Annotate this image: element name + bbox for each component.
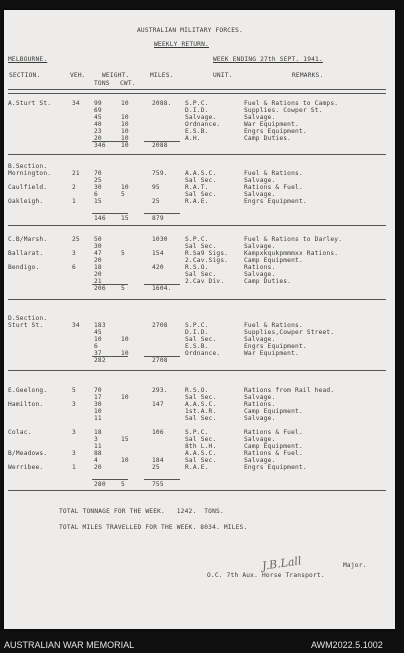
- cell-unit: Sal Sec.: [185, 271, 217, 278]
- cell-tons: 18: [94, 264, 102, 271]
- cell-unit: S.P.C.: [185, 322, 209, 329]
- cell-unit: Salvage.: [185, 114, 217, 121]
- cell-cwt: 5: [121, 285, 125, 292]
- cell-remarks: Camp Duties.: [244, 135, 292, 142]
- cell-unit: Sal Sec.: [185, 394, 217, 401]
- cell-tons: 70: [94, 387, 102, 394]
- cell-unit: Sal Sec.: [185, 177, 217, 184]
- header-section: SECTION.: [9, 72, 41, 79]
- header-tons: TONS: [94, 80, 110, 87]
- cell-unit: Ordnance.: [185, 350, 221, 357]
- section-divider: [8, 154, 386, 155]
- cell-cwt: 10: [121, 135, 129, 142]
- cell-unit: A.A.S.C.: [185, 170, 217, 177]
- cell-cwt: 10: [121, 350, 129, 357]
- cell-section: Colac.: [8, 429, 32, 436]
- cell-unit: Sal Sec.: [185, 457, 217, 464]
- cell-veh: 3: [72, 429, 76, 436]
- cell-tons: 70: [94, 170, 102, 177]
- header-unit: UNIT.: [213, 72, 233, 79]
- cell-unit: A.A.S.C.: [185, 401, 217, 408]
- cell-unit: 2.Cav.Sigs.: [185, 257, 229, 264]
- cell-remarks: Rations & Fuel.: [244, 429, 303, 436]
- cell-remarks: Salvage.: [244, 394, 276, 401]
- cell-remarks: Salvage.: [244, 243, 276, 250]
- cell-tons: 99: [94, 100, 102, 107]
- cell-tons: 69: [94, 107, 102, 114]
- week-ending: WEEK ENDING 27th SEPT. 1941.: [213, 56, 323, 63]
- cell-unit: Ordnance.: [185, 121, 221, 128]
- cell-remarks: Supplies,Cowper Street.: [244, 329, 335, 336]
- cell-unit: A.H.: [185, 135, 201, 142]
- cell-remarks: Fuel & Rations to Darley.: [244, 236, 343, 243]
- cell-tons: 30: [94, 243, 102, 250]
- cell-remarks: Salvage.: [244, 271, 276, 278]
- cell-cwt: 10: [121, 114, 129, 121]
- cell-unit: Sal Sec.: [185, 336, 217, 343]
- cell-unit: D.I.D.: [185, 329, 209, 336]
- cell-remarks: Salvage.: [244, 177, 276, 184]
- subtotal-rule: [92, 213, 128, 214]
- cell-unit: E.S.B.: [185, 128, 209, 135]
- cell-tons: 11: [94, 443, 102, 450]
- cell-remarks: Salvage.: [244, 191, 276, 198]
- cell-miles: 1604.: [152, 285, 172, 292]
- cell-remarks: Salvage.: [244, 436, 276, 443]
- cell-section: C.B/Marsh.: [8, 236, 48, 243]
- cell-tons: 23: [94, 128, 102, 135]
- cell-section: Hamilton.: [8, 401, 44, 408]
- cell-veh: 25: [72, 236, 80, 243]
- cell-tons: 20: [94, 271, 102, 278]
- subtotal-rule: [92, 479, 128, 480]
- cell-tons: 47: [94, 250, 102, 257]
- cell-tons: 50: [94, 236, 102, 243]
- cell-tons: 346: [94, 142, 106, 149]
- cell-tons: 30: [94, 401, 102, 408]
- header-veh: VEH.: [70, 72, 86, 79]
- subtotal-rule: [144, 284, 180, 285]
- cell-cwt: 15: [121, 436, 129, 443]
- cell-tons: 10: [94, 408, 102, 415]
- signature-scrawl: J.B.Lall: [261, 554, 303, 573]
- cell-section: B.Section.: [8, 163, 48, 170]
- cell-section: Mornington.: [8, 170, 52, 177]
- total-tonnage: TOTAL TONNAGE FOR THE WEEK. 1242. TONS.: [59, 508, 224, 515]
- cell-unit: R.Sa9 Sigs.: [185, 250, 229, 257]
- cell-remarks: Camp Equipment.: [244, 257, 303, 264]
- cell-remarks: Kampxkqukpmmmxx Rations.: [244, 250, 339, 257]
- cell-cwt: 5: [121, 191, 125, 198]
- cell-section: E.Geelong.: [8, 387, 48, 394]
- cell-section: Ballarat.: [8, 250, 44, 257]
- cell-veh: 21: [72, 170, 80, 177]
- cell-unit: Sal Sec.: [185, 191, 217, 198]
- cell-cwt: 10: [121, 336, 129, 343]
- cell-tons: 18: [94, 429, 102, 436]
- cell-remarks: Fuel & Rations.: [244, 322, 303, 329]
- cell-tons: 282: [94, 357, 106, 364]
- cell-remarks: Camp Equipment.: [244, 408, 303, 415]
- cell-remarks: Supplies. Cowper St.: [244, 107, 323, 114]
- cell-remarks: Salvage.: [244, 114, 276, 121]
- cell-unit: 8th L.H.: [185, 443, 217, 450]
- cell-veh: 6: [72, 264, 76, 271]
- cell-veh: 1: [72, 464, 76, 471]
- cell-tons: 10: [94, 336, 102, 343]
- cell-remarks: Engrs Equipment.: [244, 343, 307, 350]
- cell-veh: 5: [72, 387, 76, 394]
- cell-section: Werribee.: [8, 464, 44, 471]
- signature-unit: O.C. 7th Aux. Horse Transport.: [207, 572, 325, 579]
- cell-remarks: Salvage.: [244, 336, 276, 343]
- footer-accession-number: AWM2022.5.1002: [311, 640, 383, 650]
- cell-miles: 1030: [152, 236, 168, 243]
- subtotal-rule: [92, 141, 128, 142]
- cell-unit: R.A.E.: [185, 464, 209, 471]
- cell-unit: R.A.T.: [185, 184, 209, 191]
- subtotal-rule: [144, 356, 180, 357]
- cell-miles: 2708: [152, 322, 168, 329]
- cell-miles: 879: [152, 215, 164, 222]
- cell-unit: E.S.B.: [185, 343, 209, 350]
- cell-cwt: 5: [121, 481, 125, 488]
- cell-tons: 45: [94, 329, 102, 336]
- cell-tons: 45: [94, 114, 102, 121]
- cell-tons: 40: [94, 121, 102, 128]
- cell-miles: 759.: [152, 170, 168, 177]
- cell-unit: Sal Sec.: [185, 436, 217, 443]
- document-title: AUSTRALIAN MILITARY FORCES.: [137, 27, 243, 34]
- cell-cwt: 15: [121, 215, 129, 222]
- cell-cwt: 10: [121, 100, 129, 107]
- cell-section: Sturt St.: [8, 322, 44, 329]
- footer-institution: AUSTRALIAN WAR MEMORIAL: [4, 640, 135, 650]
- subtotal-rule: [144, 213, 180, 214]
- cell-remarks: War Equipment.: [244, 350, 299, 357]
- cell-cwt: 10: [121, 142, 129, 149]
- cell-section: B/Meadows.: [8, 450, 48, 457]
- header-cwt: CWT.: [120, 80, 136, 87]
- cell-cwt: 10: [121, 184, 129, 191]
- cell-remarks: Salvage.: [244, 457, 276, 464]
- cell-remarks: Engrs Equipment.: [244, 464, 307, 471]
- cell-tons: 88: [94, 450, 102, 457]
- cell-veh: 3: [72, 250, 76, 257]
- cell-tons: 20: [94, 135, 102, 142]
- subtotal-rule: [92, 284, 128, 285]
- cell-cwt: 10: [121, 121, 129, 128]
- cell-remarks: Rations from Rail head.: [244, 387, 335, 394]
- cell-tons: 280: [94, 481, 106, 488]
- signature-title: Major.: [343, 562, 367, 569]
- cell-cwt: 10: [121, 128, 129, 135]
- cell-miles: 154: [152, 250, 164, 257]
- cell-cwt: 5: [121, 250, 125, 257]
- section-divider: [8, 370, 386, 371]
- document-subtitle: WEEKLY RETURN.: [154, 41, 209, 48]
- cell-unit: D.I.D.: [185, 107, 209, 114]
- cell-section: Oakleigh.: [8, 198, 44, 205]
- cell-miles: 25: [152, 464, 160, 471]
- header-weight: WEIGHT.: [102, 72, 130, 79]
- cell-tons: 206: [94, 285, 106, 292]
- header-rule: [8, 89, 386, 90]
- cell-veh: 1: [72, 198, 76, 205]
- cell-remarks: Rations.: [244, 264, 276, 271]
- cell-unit: S.P.C.: [185, 100, 209, 107]
- cell-remarks: Fuel & Rations to Camps.: [244, 100, 339, 107]
- cell-tons: 20: [94, 464, 102, 471]
- cell-miles: 2088.: [152, 100, 172, 107]
- cell-miles: 95: [152, 184, 160, 191]
- cell-tons: 4: [94, 457, 98, 464]
- cell-miles: 25: [152, 198, 160, 205]
- cell-unit: R.S.O.: [185, 264, 209, 271]
- cell-cwt: 10: [121, 457, 129, 464]
- cell-cwt: 10: [121, 394, 129, 401]
- cell-remarks: Salvage.: [244, 415, 276, 422]
- place-label: MELBOURNE.: [8, 56, 48, 63]
- cell-section: Caulfield.: [8, 184, 48, 191]
- cell-remarks: Rations.: [244, 401, 276, 408]
- cell-tons: 15: [94, 198, 102, 205]
- cell-tons: 20: [94, 257, 102, 264]
- cell-veh: 34: [72, 322, 80, 329]
- cell-tons: 17: [94, 394, 102, 401]
- cell-miles: 293.: [152, 387, 168, 394]
- total-miles: TOTAL MILES TRAVELLED FOR THE WEEK. 8034. MILES.: [59, 524, 248, 531]
- cell-remarks: War Equipment.: [244, 121, 299, 128]
- cell-unit: S.P.C.: [185, 236, 209, 243]
- subtotal-rule: [144, 141, 180, 142]
- cell-veh: 3: [72, 450, 76, 457]
- cell-tons: 146: [94, 215, 106, 222]
- cell-section: A.Sturt St.: [8, 100, 52, 107]
- section-divider: [8, 225, 386, 226]
- cell-miles: 2088: [152, 142, 168, 149]
- cell-miles: 2708: [152, 357, 168, 364]
- cell-veh: 3: [72, 401, 76, 408]
- cell-section: D.Section.: [8, 315, 48, 322]
- cell-tons: 11: [94, 415, 102, 422]
- cell-miles: 147: [152, 401, 164, 408]
- cell-tons: 6: [94, 191, 98, 198]
- cell-veh: 2: [72, 184, 76, 191]
- cell-unit: A.A.S.C.: [185, 450, 217, 457]
- cell-remarks: Engrs Equipment.: [244, 198, 307, 205]
- cell-tons: 30: [94, 184, 102, 191]
- cell-section: Bendigo.: [8, 264, 40, 271]
- cell-unit: 2.Cav Div.: [185, 278, 225, 285]
- cell-tons: 183: [94, 322, 106, 329]
- cell-tons: 21: [94, 278, 102, 285]
- cell-unit: Sal Sec.: [185, 415, 217, 422]
- subtotal-rule: [144, 479, 180, 480]
- subtotal-rule: [92, 356, 128, 357]
- cell-unit: R.A.E.: [185, 198, 209, 205]
- header-rule-double: [8, 93, 386, 94]
- header-miles: MILES.: [150, 72, 174, 79]
- cell-remarks: Engrs Equipment.: [244, 128, 307, 135]
- cell-tons: 37: [94, 350, 102, 357]
- section-divider: [8, 490, 386, 491]
- cell-unit: 1st.A.R.: [185, 408, 217, 415]
- cell-tons: 6: [94, 343, 98, 350]
- cell-veh: 34: [72, 100, 80, 107]
- cell-tons: 3: [94, 436, 98, 443]
- cell-miles: 106: [152, 429, 164, 436]
- cell-remarks: Rations & Fuel.: [244, 450, 303, 457]
- section-divider: [8, 299, 386, 300]
- cell-unit: R.S.O.: [185, 387, 209, 394]
- cell-remarks: Camp Duties.: [244, 278, 292, 285]
- cell-remarks: Rations & Fuel.: [244, 184, 303, 191]
- cell-unit: Sal Sec.: [185, 243, 217, 250]
- cell-remarks: Fuel & Rations.: [244, 170, 303, 177]
- cell-miles: 755: [152, 481, 164, 488]
- cell-miles: 420: [152, 264, 164, 271]
- cell-miles: 184: [152, 457, 164, 464]
- cell-unit: S.P.C.: [185, 429, 209, 436]
- document-page: [4, 10, 395, 629]
- cell-tons: 25: [94, 177, 102, 184]
- header-remarks: REMARKS.: [292, 72, 324, 79]
- cell-remarks: Camp Equipment.: [244, 443, 303, 450]
